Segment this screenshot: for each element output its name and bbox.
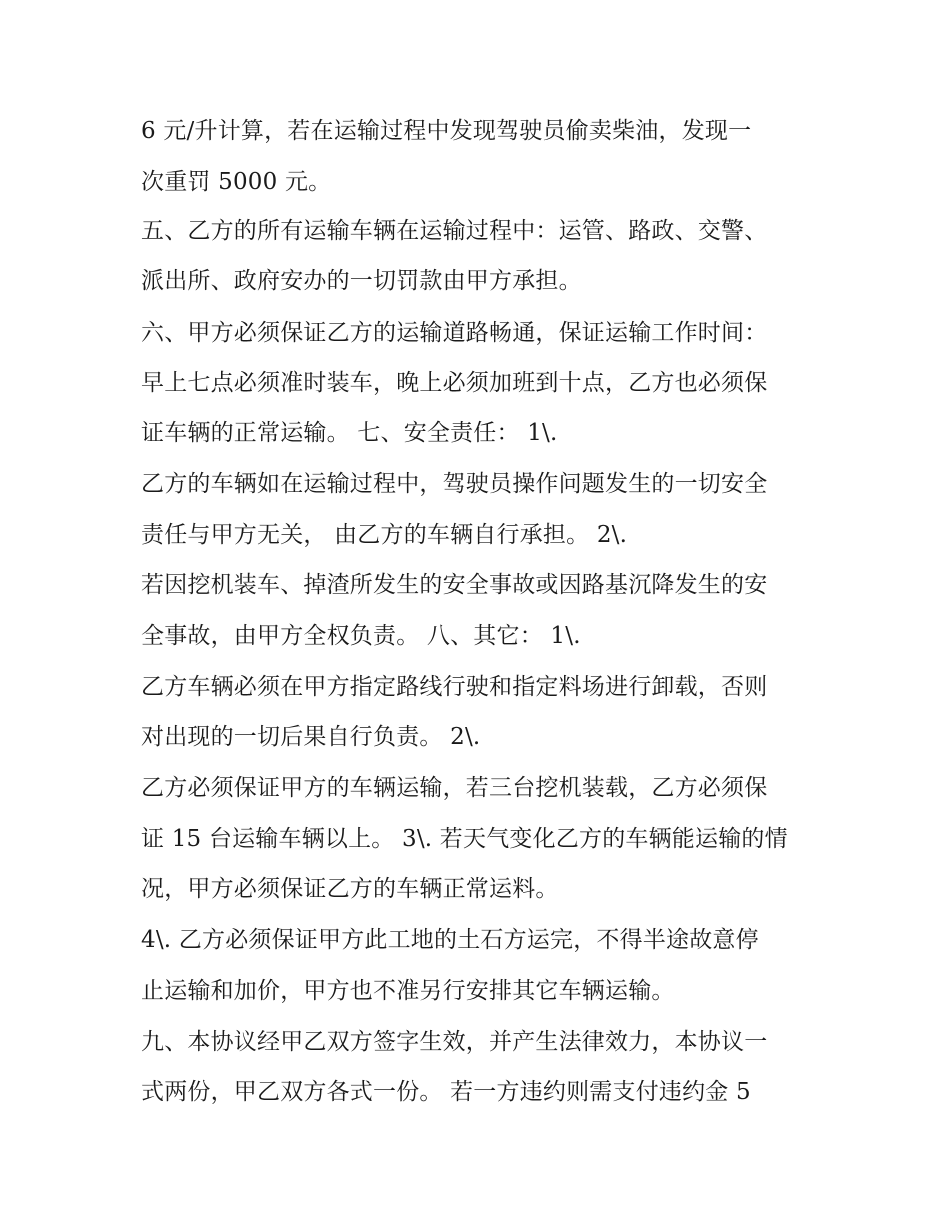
text-line: 乙方车辆必须在甲方指定路线行驶和指定料场进行卸载，否则 [141,674,768,700]
text-line: 对出现的一切后果自行负责。 2\. [141,724,481,750]
text-line: 4\. 乙方必须保证甲方此工地的土石方运完，不得半途故意停 [141,927,759,953]
text-line: 九、本协议经甲乙双方签字生效，并产生法律效力，本协议一 [141,1029,768,1055]
text-line: 派出所、政府安办的一切罚款由甲方承担。 [141,268,582,294]
text-line: 责任与甲方无关， 由乙方的车辆自行承担。 2\. [141,522,628,548]
text-line: 止运输和加价，甲方也不准另行安排其它车辆运输。 [141,978,675,1004]
text-line: 全事故，由甲方全权负责。 八、其它： 1\. [141,623,581,649]
text-line: 证车辆的正常运输。 七、安全责任： 1\. [141,420,558,446]
text-line: 乙方的车辆如在运输过程中，驾驶员操作问题发生的一切安全 [141,471,768,497]
text-line: 六、甲方必须保证乙方的运输道路畅通，保证运输工作时间： [141,320,768,346]
text-line: 若因挖机装车、掉渣所发生的安全事故或因路基沉降发生的安 [141,572,768,598]
text-line: 次重罚 5000 元。 [141,169,332,195]
text-line: 况，甲方必须保证乙方的车辆正常运料。 [141,876,559,902]
text-line: 式两份，甲乙双方各式一份。 若一方违约则需支付违约金 5 [141,1079,751,1105]
text-line: 乙方必须保证甲方的车辆运输，若三台挖机装载，乙方必须保 [141,775,768,801]
text-line: 证 15 台运输车辆以上。 3\. 若天气变化乙方的车辆能运输的情 [141,826,788,852]
text-line: 五、乙方的所有运输车辆在运输过程中：运管、路政、交警、 [141,218,768,244]
text-line: 6 元/升计算，若在运输过程中发现驾驶员偷卖柴油，发现一 [141,118,752,144]
text-line: 早上七点必须准时装车，晚上必须加班到十点，乙方也必须保 [141,370,768,396]
